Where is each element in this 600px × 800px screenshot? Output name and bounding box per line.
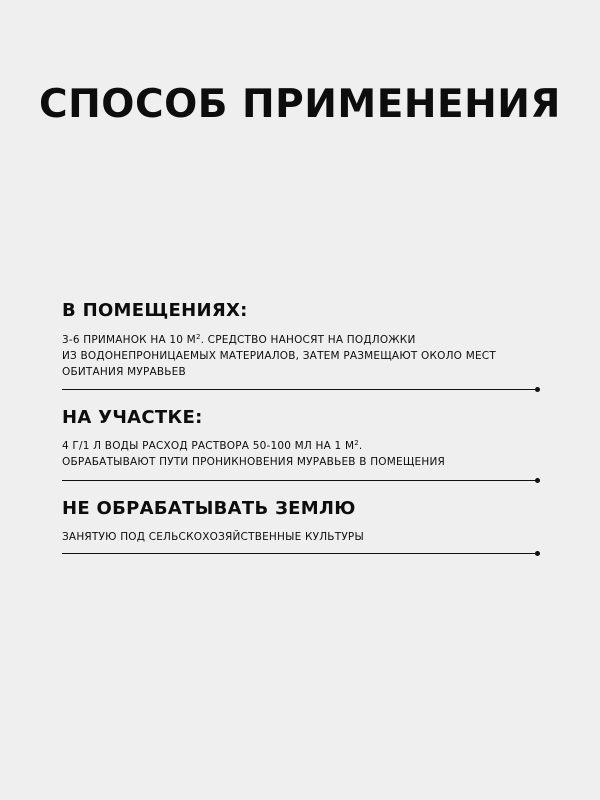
section-divider <box>62 480 536 481</box>
indoors-line-3: ОБИТАНИЯ МУРАВЬЕВ <box>62 366 186 378</box>
section-divider <box>62 389 536 390</box>
section-divider <box>62 553 536 554</box>
divider-end-dot <box>535 478 540 483</box>
section-text-soil-warning <box>62 529 540 545</box>
superscript-2: 2 <box>354 439 359 447</box>
divider-end-dot <box>535 387 540 392</box>
section-soil-warning <box>62 498 540 558</box>
divider-end-dot <box>535 551 540 556</box>
section-heading-indoors: В ПОМЕЩЕНИЯХ: <box>62 300 248 321</box>
section-indoors <box>62 300 540 400</box>
soil-warning-line-1: ЗАНЯТУЮ ПОД СЕЛЬСКОХОЗЯЙСТВЕННЫЕ КУЛЬТУРЫ <box>62 531 364 543</box>
plot-line-2: ОБРАБАТЫВАЮТ ПУТИ ПРОНИКНОВЕНИЯ МУРАВЬЕВ В ПОМЕЩЕНИЯ <box>62 456 446 468</box>
page-title: СПОСОБ ПРИМЕНЕНИЯ <box>39 82 561 127</box>
section-heading-plot: НА УЧАСТКЕ: <box>62 407 203 428</box>
section-text-plot <box>62 438 540 470</box>
section-plot <box>62 407 540 487</box>
superscript-2: 2 <box>195 333 201 341</box>
indoors-line-1: 3-6 ПРИМАНОК НА 10 $М^2$. СРЕДСТВО НАНОСЯТ НА ПОДЛОЖКИ <box>62 333 416 346</box>
section-text-indoors <box>62 332 540 380</box>
indoors-line-2: ИЗ ВОДОНЕПРОНИЦАЕМЫХ МАТЕРИАЛОВ, ЗАТЕМ РАЗМЕЩАЮТ ОКОЛО МЕСТ <box>62 350 496 362</box>
section-heading-soil-warning: НЕ ОБРАБАТЫВАТЬ ЗЕМЛЮ <box>62 498 356 519</box>
plot-line-1: 4 Г/1 Л ВОДЫ РАСХОД РАСТВОРА 50-100 МЛ НА 1 $М^2$. <box>62 439 363 452</box>
